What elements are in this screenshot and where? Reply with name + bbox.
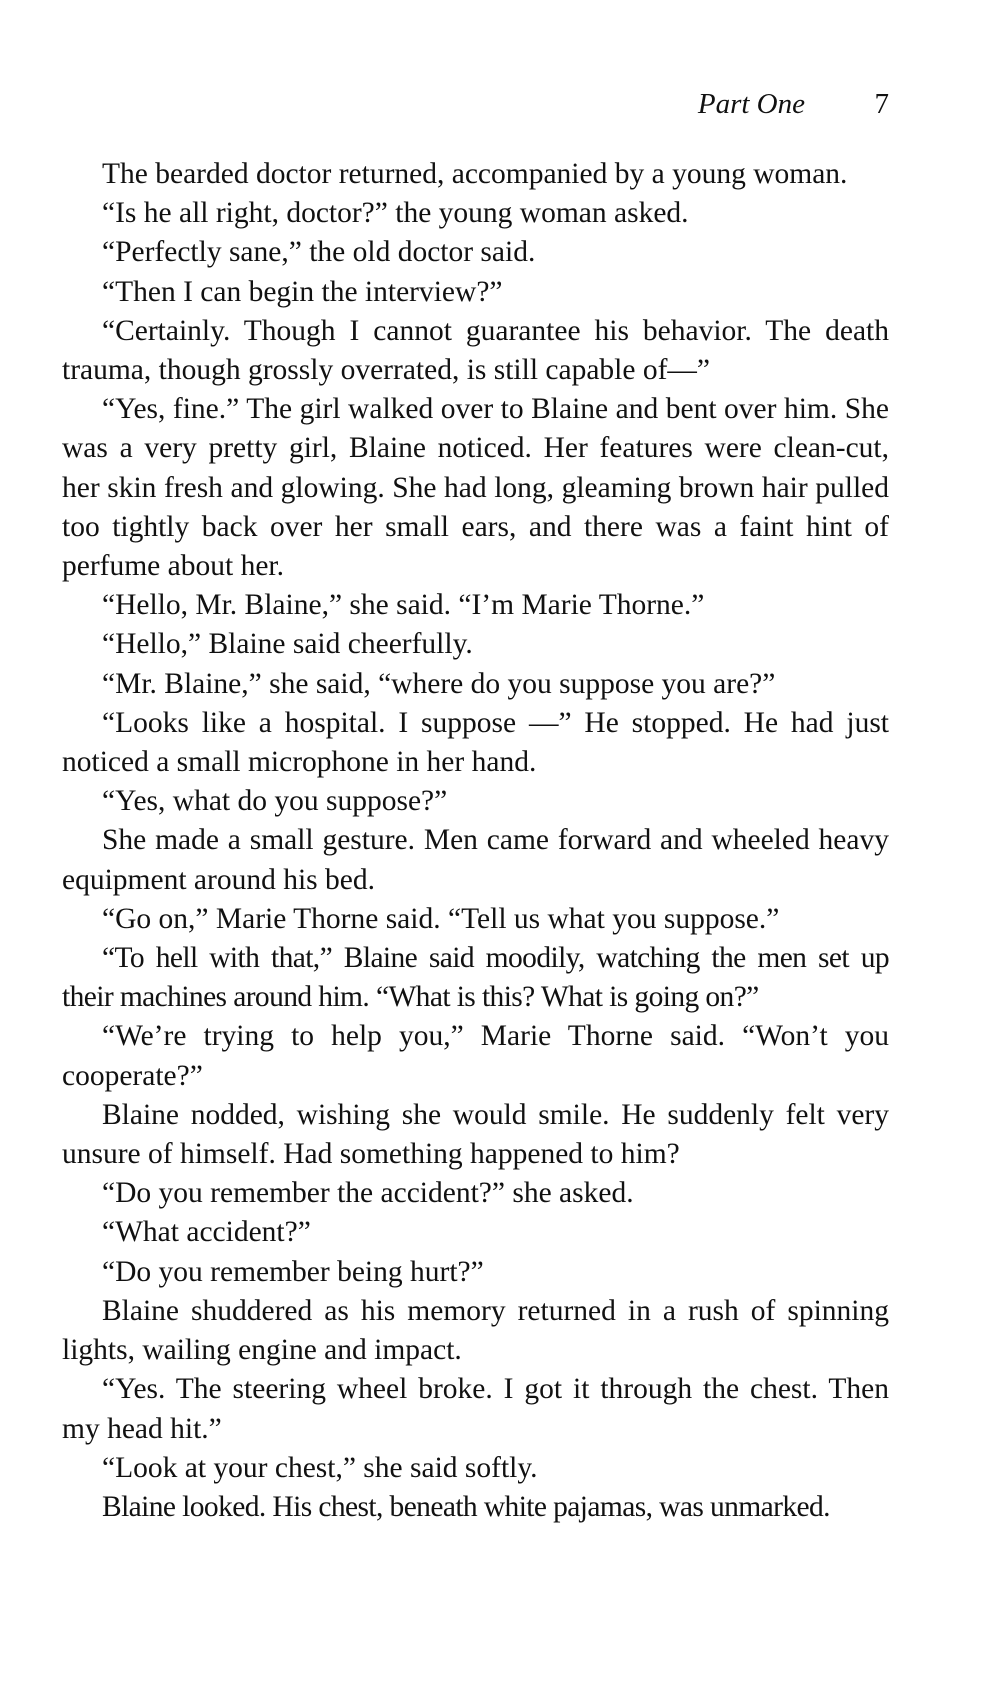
paragraph: “Perfectly sane,” the old doctor said.	[102, 236, 536, 269]
paragraph: “Do you remember the accident?” she asked.	[102, 1177, 634, 1210]
section-title: Part One	[697, 88, 805, 120]
paragraph: Blaine looked. His chest, beneath white pajamas, was unmarked.	[102, 1490, 830, 1523]
paragraph: “We’re trying to help you,” Marie Thorne said. “Won’t you cooperate?”	[62, 1020, 889, 1092]
paragraph: “Yes, fine.” The girl walked over to Blaine and bent over him. She was a very pretty girl, Blaine noticed. Her features were clean-cut, her skin fresh and glowing. She had long, gleaming brown hair pulled too tightly back over her small ears, and there was a faint hint of perfume about her.	[62, 393, 889, 583]
paragraph: “Certainly. Though I cannot guarantee his behavior. The death trauma, though grossly overrated, is still capable of—”	[62, 314, 889, 387]
paragraph: “Then I can begin the interview?”	[102, 275, 503, 308]
paragraph: “What accident?”	[102, 1216, 311, 1249]
paragraph: “Do you remember being hurt?”	[102, 1255, 484, 1288]
paragraph: “Yes. The steering wheel broke. I got it through the chest. Then my head hit.”	[62, 1373, 889, 1445]
body-text	[62, 155, 889, 1527]
running-header	[62, 84, 889, 124]
paragraph: “Look at your chest,” she said softly.	[102, 1451, 538, 1484]
paragraph: “Is he all right, doctor?” the young woman asked.	[102, 197, 689, 230]
paragraph: She made a small gesture. Men came forward and wheeled heavy equipment around his bed.	[62, 824, 889, 896]
paragraph: “Go on,” Marie Thorne said. “Tell us what you suppose.”	[102, 902, 780, 935]
page-number: 7	[874, 88, 889, 120]
paragraph: Blaine nodded, wishing she would smile. He suddenly felt very unsure of himself. Had something happened to him?	[62, 1098, 889, 1171]
paragraph: The bearded doctor returned, accompanied by a young woman.	[102, 158, 848, 190]
paragraph: Blaine shuddered as his memory returned in a rush of spinning lights, wailing engine and impact.	[62, 1294, 889, 1367]
paragraph: “Mr. Blaine,” she said, “where do you suppose you are?”	[102, 667, 776, 700]
paragraph: “Hello, Mr. Blaine,” she said. “I’m Marie Thorne.”	[102, 589, 705, 622]
paragraph: “Yes, what do you suppose?”	[102, 785, 448, 818]
paragraph: “To hell with that,” Blaine said moodily, watching the men set up their machines around him. “What is this? What is going on?”	[62, 942, 889, 1014]
paragraph: “Looks like a hospital. I suppose —” He stopped. He had just noticed a small microphone in her hand.	[62, 706, 889, 779]
paragraph: “Hello,” Blaine said cheerfully.	[102, 628, 473, 661]
